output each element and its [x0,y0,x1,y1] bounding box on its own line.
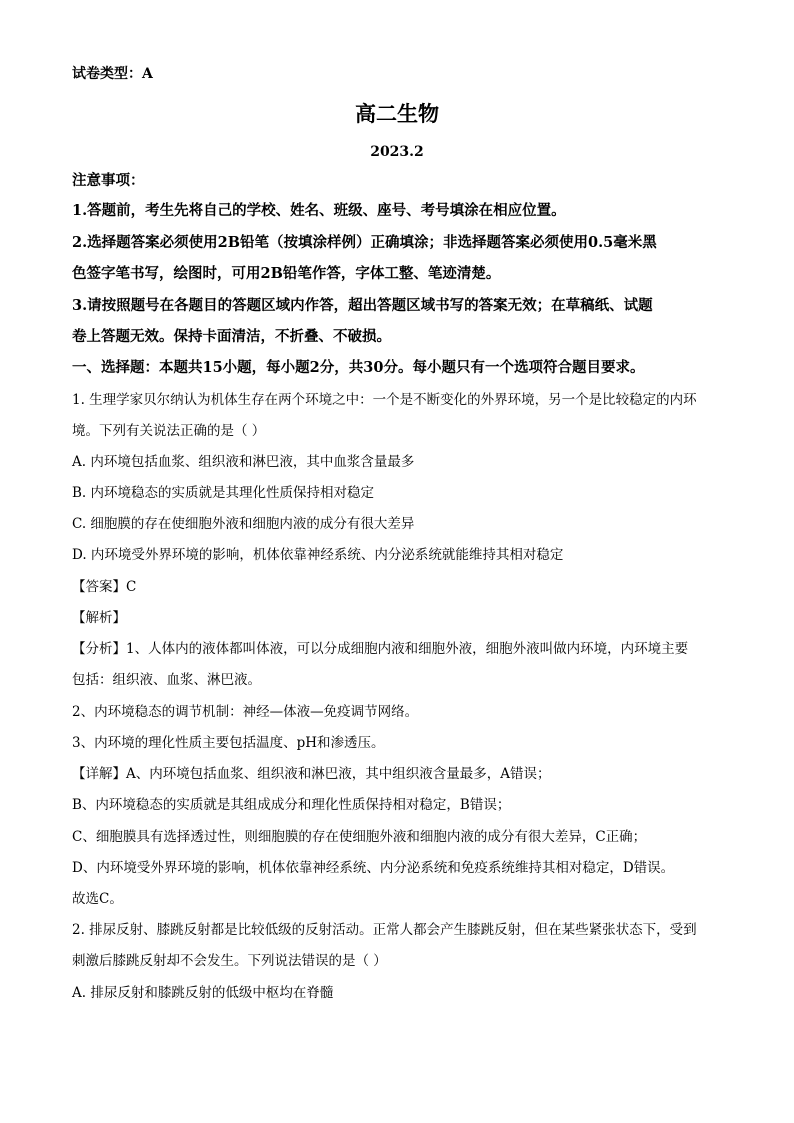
q1-detail-line3: C、细胞膜具有选择透过性，则细胞膜的存在使细胞外液和细胞内液的成分有很大差异，C正确； [72,829,647,845]
q1-detail-line2: B、内环境稳态的实质就是其组成成分和理化性质保持相对稳定，B错误； [72,797,511,813]
q1-answer: 【答案】C [72,579,137,595]
notice-item-2-cont: 色签字笔书写，绘图时，可用2B铅笔作答，字体工整、笔迹清楚。 [72,265,501,282]
q1-analysis-line2: 包括：组织液、血浆、淋巴液。 [72,672,261,688]
q2-stem-line1: 2. 排尿反射、膝跳反射都是比较低级的反射活动。正常人都会产生膝跳反射，但在某些紧张状态下，受到 [72,922,697,938]
notice-item-1: 1.答题前，考生先将自己的学校、姓名、班级、座号、考号填涂在相应位置。 [72,202,566,219]
q1-option-d: D. 内环境受外界环境的影响，机体依靠神经系统、内分泌系统就能维持其相对稳定 [72,547,564,563]
section-heading: 一、选择题：本题共15小题，每小题2分，共30分。每小题只有一个选项符合题目要求。 [72,359,645,376]
q1-analysis-line4: 3、内环境的理化性质主要包括温度、pH和渗透压。 [72,735,385,751]
notice-heading: 注意事项： [72,172,145,189]
q2-option-a: A. 排尿反射和膝跳反射的低级中枢均在脊髓 [72,985,334,1001]
notice-item-3: 3.请按照题号在各题目的答题区域内作答，超出答题区域书写的答案无效；在草稿纸、试题 [72,297,653,314]
q1-detail-line1: 【详解】A、内环境包括血浆、组织液和淋巴液，其中组织液含量最多，A错误； [72,766,551,782]
q1-stem-line2: 境。下列有关说法正确的是（ ） [72,423,266,439]
q2-stem-line2: 刺激后膝跳反射却不会发生。下列说法错误的是（ ） [72,953,387,969]
exam-date: 2023.2 [370,144,424,160]
q1-analysis-label: 【解析】 [72,610,126,626]
q1-detail-line4: D、内环境受外界环境的影响，机体依靠神经系统、内分泌系统和免疫系统维持其相对稳定，D错误。 [72,860,675,876]
q1-analysis-line3: 2、内环境稳态的调节机制：神经—体液—免疫调节网络。 [72,704,419,720]
q1-option-a: A. 内环境包括血浆、组织液和淋巴液，其中血浆含量最多 [72,454,415,470]
exam-title: 高二生物 [355,101,439,126]
q1-detail-line5: 故选C。 [72,891,123,907]
q1-option-b: B. 内环境稳态的实质就是其理化性质保持相对稳定 [72,485,375,501]
q1-stem-line1: 1. 生理学家贝尔纳认为机体生存在两个环境之中：一个是不断变化的外界环境，另一个是比较稳定的内环 [72,392,697,408]
notice-item-2: 2.选择题答案必须使用2B铅笔（按填涂样例）正确填涂；非选择题答案必须使用0.5毫米黑 [72,234,657,251]
notice-item-3-cont: 卷上答题无效。保持卡面清洁，不折叠、不破损。 [72,328,391,345]
q1-analysis-line1: 【分析】1、人体内的液体都叫体液，可以分成细胞内液和细胞外液，细胞外液叫做内环境，内环境主要 [72,641,689,657]
q1-option-c: C. 细胞膜的存在使细胞外液和细胞内液的成分有很大差异 [72,516,415,532]
paper-type-label: 试卷类型：A [72,66,153,82]
